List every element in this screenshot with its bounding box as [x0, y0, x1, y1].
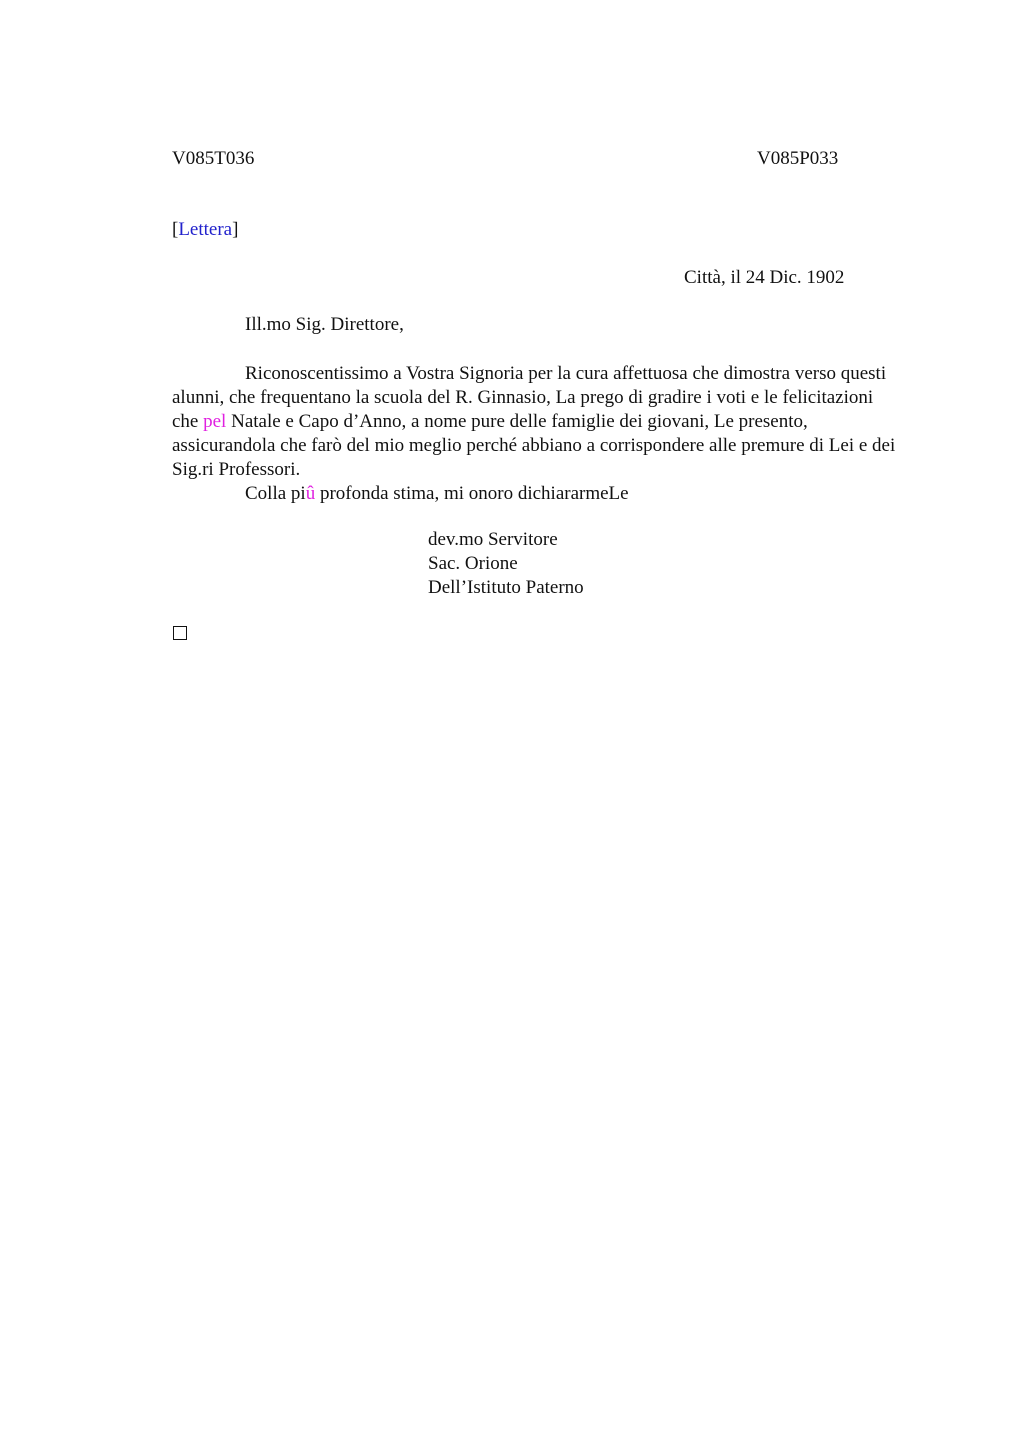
- paragraph-text: Natale e Capo d’Anno, a nome pure delle famiglie dei giovani, Le presento, assicurandola che farò del mio meglio perché abbiano a corrispondere alle premure di Lei e dei Sig.ri Professori.: [172, 411, 896, 480]
- document-type-label: Lettera: [178, 219, 233, 240]
- closing-paragraph: [172, 482, 897, 506]
- document-code-left: V085T036: [172, 148, 255, 169]
- end-marker-box: [173, 626, 187, 640]
- letter-salutation: Ill.mo Sig. Direttore,: [245, 314, 404, 335]
- highlighted-word: pel: [203, 411, 227, 432]
- letter-date: Città, il 24 Dic. 1902: [684, 267, 845, 288]
- highlighted-letter: û: [305, 483, 316, 504]
- body-paragraph: [172, 362, 897, 482]
- paragraph-text: Colla pi: [245, 483, 306, 504]
- signature-closing: dev.mo Servitore: [428, 529, 558, 550]
- paragraph-text: Riconoscentissimo a Vostra Signoria per la cura affettuosa che dimostra verso questi alunni, che frequentano la scuola del R. Ginnasio, La prego di gradire i voti e le felicitazioni che: [172, 363, 887, 432]
- document-type: [172, 219, 238, 241]
- close-bracket: ]: [232, 219, 239, 240]
- paragraph-text: profonda stima, mi onoro dichiararmeLe: [315, 483, 629, 504]
- signature-name: Sac. Orione: [428, 553, 518, 574]
- document-code-right: V085P033: [757, 148, 839, 169]
- open-bracket: [: [172, 219, 179, 240]
- letter-body: [172, 362, 897, 506]
- signature-block: [428, 528, 584, 600]
- signature-institution: Dell’Istituto Paterno: [428, 577, 584, 598]
